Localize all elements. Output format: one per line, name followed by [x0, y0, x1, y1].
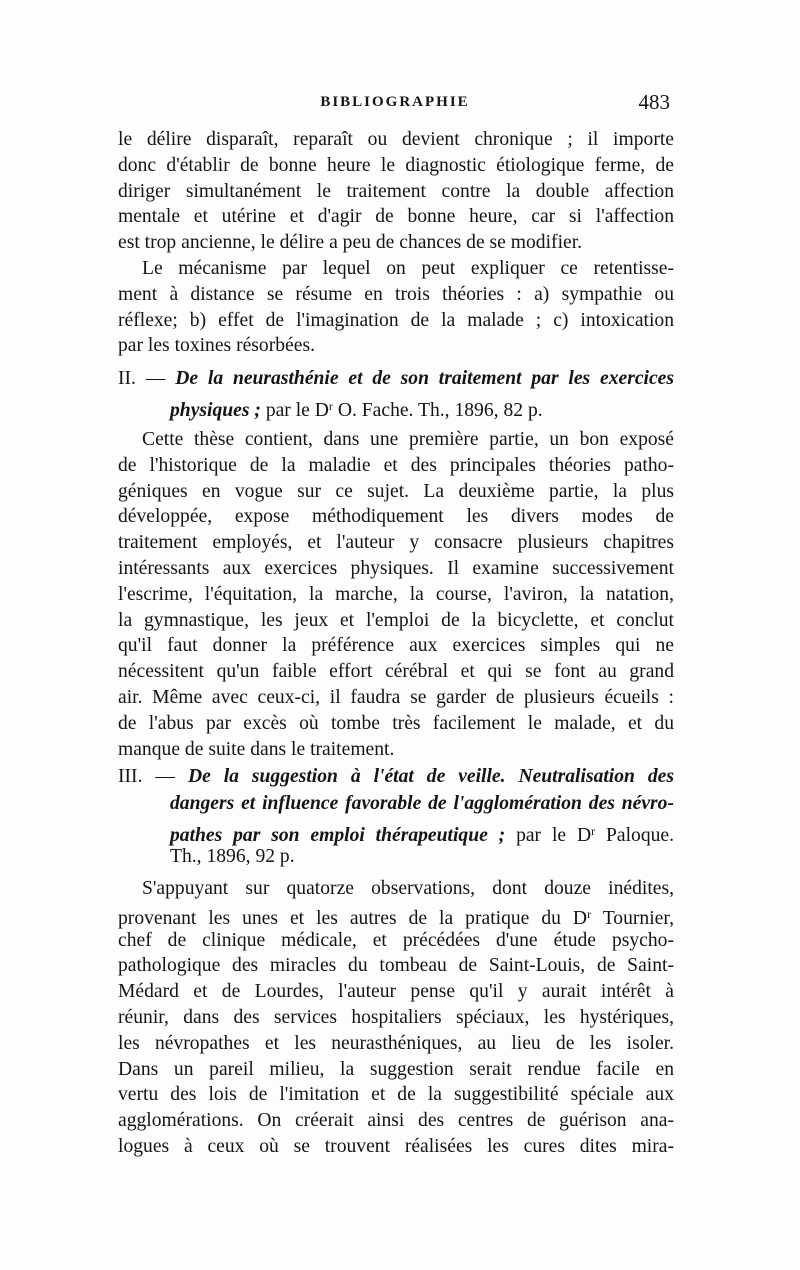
text-line: pathologique des miracles du tombeau de Saint-Louis, de Saint- [118, 955, 674, 977]
section-2-heading [118, 366, 674, 420]
section-author-name: Paloque. [605, 824, 675, 846]
text-line [118, 902, 674, 928]
section-title: physiques ; [170, 399, 261, 421]
paragraph-1 [118, 127, 674, 256]
text-line: les névropathes et les neurasthéniques, au lieu de les isoler. [118, 1032, 674, 1054]
text-line: donc d'établir de bonne heure le diagnostic étiologique ferme, de [118, 154, 674, 176]
section-author: par le D [516, 824, 592, 846]
superscript: r [587, 906, 592, 921]
text-line: S'appuyant sur quatorze observations, dont douze inédites, [142, 878, 674, 899]
text-line: Dans un pareil milieu, la suggestion serait rendue facile en [118, 1058, 674, 1080]
section-citation: O. Fache. Th., 1896, 82 p. [337, 399, 543, 421]
text-line: manque de suite dans le traitement. [118, 738, 395, 760]
text-line: le délire disparaît, reparaît ou devient chronique ; il importe [118, 129, 674, 150]
text-line: vertu des lois de l'imitation et de la suggestibilité spéciale aux [118, 1084, 674, 1106]
superscript: r [328, 398, 333, 413]
text-line: Médard et de Lourdes, l'auteur pense qu'il y aurait intérêt à [118, 981, 674, 1003]
text-line: agglomérations. On créerait ainsi des centres de guérison ana- [118, 1110, 674, 1132]
section-title: pathes par son emploi thérapeutique ; [170, 824, 506, 846]
paragraph-2 [118, 256, 674, 359]
text-line: diriger simultanément le traitement contre la double affection [118, 180, 674, 202]
text-span: Tournier, [602, 907, 674, 929]
page-number: 483 [638, 90, 670, 114]
section-title: De la neurasthénie et de son traitement par les exercices [175, 368, 674, 389]
text-span: provenant les unes et les autres de la pratique du D [118, 907, 588, 929]
text-line: réflexe; b) effet de l'imagination de la malade ; c) intoxication [118, 309, 674, 331]
text-line: nécessitent qu'un faible effort cérébral et qui se font au grand [118, 661, 674, 683]
text-line: air. Même avec ceux-ci, il faudra se garder de plusieurs écueils : [118, 686, 674, 708]
section-citation: Th., 1896, 92 p. [170, 846, 295, 868]
superscript: r [591, 823, 596, 838]
text-line: qu'il faut donner la préférence aux exercices simples qui ne [118, 635, 674, 657]
section-number: II. — [118, 368, 166, 389]
section-3-heading [118, 764, 674, 871]
page-header [118, 90, 672, 120]
section-number: III. — [118, 766, 175, 787]
text-line: développée, expose méthodiquement les divers modes de [118, 506, 674, 528]
section-title: dangers et influence favorable de l'agglomération des névro- [170, 792, 674, 814]
text-line: Le mécanisme par lequel on peut expliquer ce retentisse- [142, 258, 674, 279]
text-line: géniques en vogue sur ce sujet. La deuxième partie, la plus [118, 480, 674, 502]
text-line: de l'historique de la maladie et des principales théories patho- [118, 454, 674, 476]
text-line: de l'abus par excès où tombe très facilement le malade, et du [118, 712, 674, 734]
text-line: intéressants aux exercices physiques. Il examine successivement [118, 557, 674, 579]
text-line: la gymnastique, les jeux et l'emploi de la bicyclette, et conclut [118, 609, 674, 631]
text-line: ment à distance se résume en trois théories : a) sympathie ou [118, 283, 674, 305]
text-line: l'escrime, l'équitation, la marche, la course, l'aviron, la natation, [118, 583, 674, 605]
text-line: Cette thèse contient, dans une première partie, un bon exposé [142, 429, 674, 450]
text-line: par les toxines résorbées. [118, 335, 315, 357]
text-line: mentale et utérine et d'agir de bonne heure, car si l'affection [118, 206, 674, 228]
text-line: est trop ancienne, le délire a peu de chances de se modifier. [118, 232, 583, 254]
text-line: traitement employés, et l'auteur y consacre plusieurs chapitres [118, 532, 674, 554]
section-author: par le D [265, 399, 329, 421]
text-line: chef de clinique médicale, et précédées d'une étude psycho- [118, 929, 674, 951]
running-title: BIBLIOGRAPHIE [320, 94, 470, 110]
paragraph-3 [118, 427, 674, 762]
text-line: logues à ceux où se trouvent réalisées les cures dites mira- [118, 1135, 674, 1157]
paragraph-4 [118, 876, 674, 1160]
section-title: De la suggestion à l'état de veille. Neutralisation des [187, 766, 674, 787]
text-line: réunir, dans des services hospitaliers spéciaux, les hystériques, [118, 1006, 674, 1028]
